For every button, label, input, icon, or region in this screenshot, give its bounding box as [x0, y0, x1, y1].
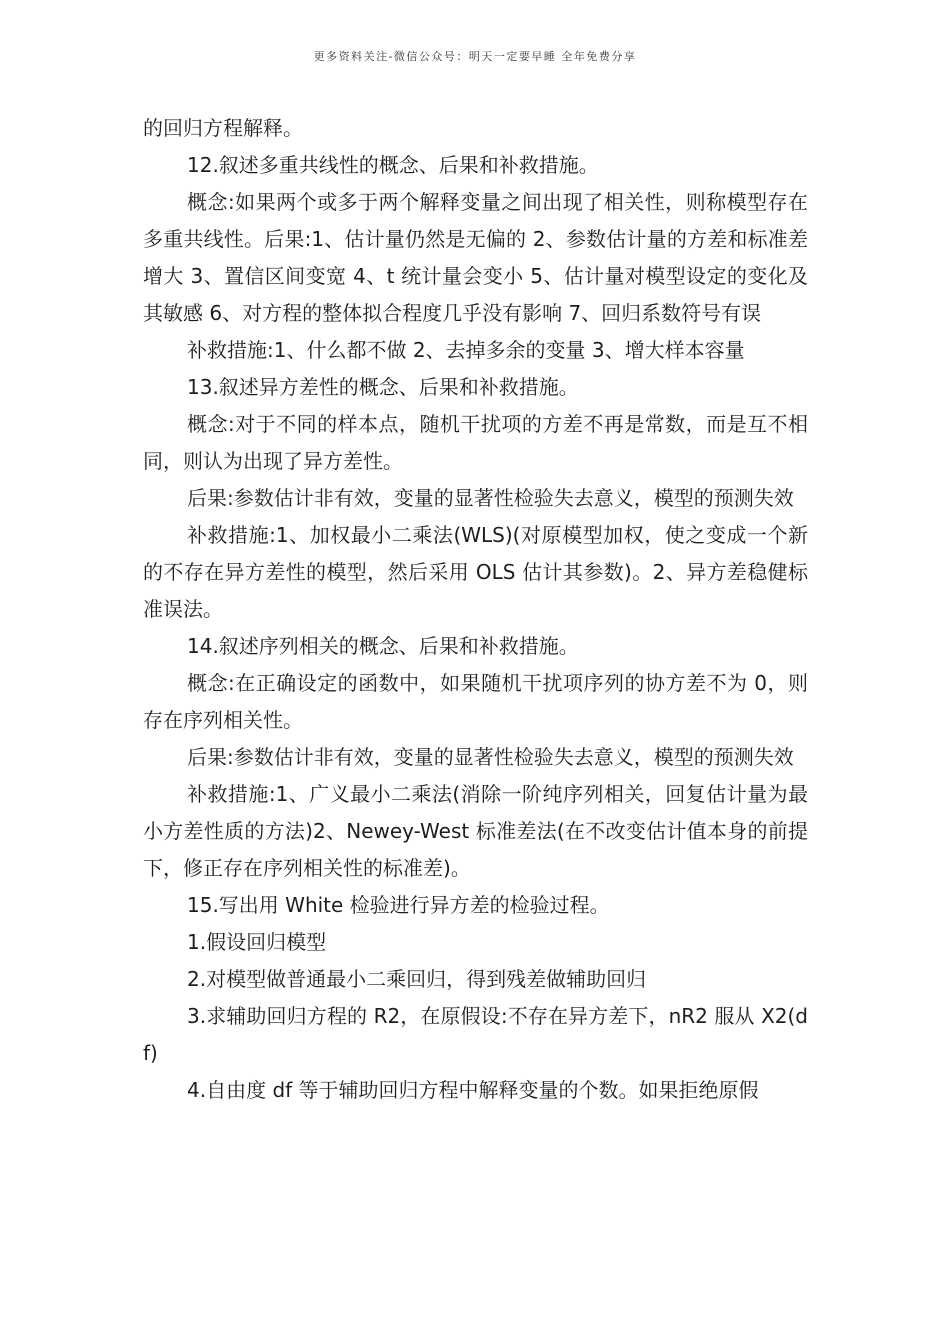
- paragraph: 15.写出用 White 检验进行异方差的检验过程。: [187, 893, 610, 917]
- paragraph: 概念:对于不同的样本点，随机干扰项的方差不再是常数，而是互不相同，则认为出现了异方差性。: [143, 412, 808, 473]
- paragraph: 13.叙述异方差性的概念、后果和补救措施。: [187, 375, 579, 399]
- paragraph: 14.叙述序列相关的概念、后果和补救措施。: [187, 634, 579, 658]
- paragraph: 概念:在正确设定的函数中，如果随机干扰项序列的协方差不为 0，则存在序列相关性。: [143, 671, 808, 732]
- paragraph: 后果:参数估计非有效，变量的显著性检验失去意义，模型的预测失效: [187, 486, 794, 510]
- paragraph: 4.自由度 df 等于辅助回归方程中解释变量的个数。如果拒绝原假: [187, 1078, 759, 1102]
- paragraph: 12.叙述多重共线性的概念、后果和补救措施。: [187, 153, 599, 177]
- document-body: [143, 110, 808, 1109]
- paragraph: 1.假设回归模型: [187, 930, 327, 954]
- paragraph: 后果:参数估计非有效，变量的显著性检验失去意义，模型的预测失效: [187, 745, 794, 769]
- paragraph: 2.对模型做普通最小二乘回归，得到残差做辅助回归: [187, 967, 647, 991]
- paragraph: 补救措施:1、广义最小二乘法(消除一阶纯序列相关，回复估计量为最小方差性质的方法)2、Newey-West 标准差法(在不改变估计值本身的前提下，修正存在序列相关性的标准差)。: [143, 782, 808, 880]
- paragraph: 概念:如果两个或多于两个解释变量之间出现了相关性，则称模型存在多重共线性。后果:1、估计量仍然是无偏的 2、参数估计量的方差和标准差增大 3、置信区间变宽 4、t 统计量会变小 5、估计量对模型设定的变化及其敏感 6、对方程的整体拟合程度几乎没有影响 7、回归系数符号有误: [143, 190, 808, 325]
- paragraph: 补救措施:1、什么都不做 2、去掉多余的变量 3、增大样本容量: [187, 338, 745, 362]
- paragraph: 补救措施:1、加权最小二乘法(WLS)(对原模型加权，使之变成一个新的不存在异方差性的模型，然后采用 OLS 估计其参数)。2、异方差稳健标准误法。: [143, 523, 808, 621]
- paragraph: 的回归方程解释。: [143, 116, 303, 140]
- page-header: 更多资料关注-微信公众号：明天一定要早睡 全年免费分享: [313, 50, 637, 63]
- paragraph: 3.求辅助回归方程的 R2，在原假设:不存在异方差下，nR2 服从 X2(df): [143, 1004, 808, 1065]
